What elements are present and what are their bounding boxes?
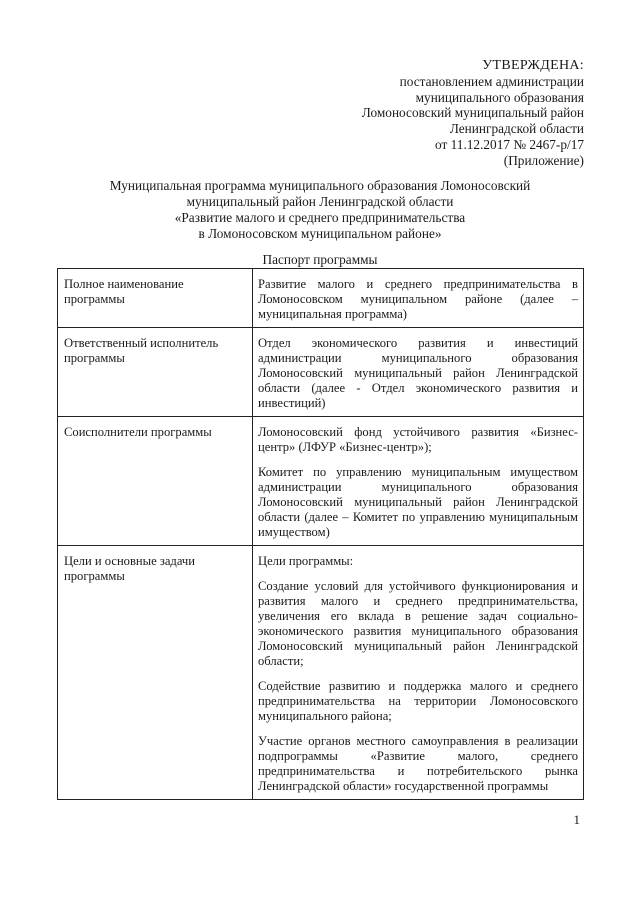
row-value [253, 546, 584, 800]
title-line: в Ломоносовском муниципальном районе» [198, 226, 442, 241]
row-value [253, 269, 584, 328]
row-value [253, 328, 584, 417]
title-line: Муниципальная программа муниципального образования Ломоносовский [109, 178, 531, 193]
approval-block [362, 58, 584, 169]
row-paragraph: Ломоносовский фонд устойчивого развития «Бизнес-центр» (ЛФУР «Бизнес-центр»); [258, 425, 578, 454]
row-label: Полное наименование программы [58, 269, 253, 328]
page-number: 1 [573, 812, 580, 827]
row-paragraph: Отдел экономического развития и инвестиций администрации муниципального образования Ломоносовский муниципальный район Ленинградской области (далее - Отдел экономического развития и инвестиций) [258, 336, 578, 410]
passport-table [57, 268, 584, 800]
approval-line: (Приложение) [503, 152, 584, 168]
row-paragraph: Развитие малого и среднего предпринимательства в Ломоносовском муниципальном районе (далее – муниципальная программа) [258, 277, 578, 321]
approval-line: от 11.12.2017 № 2467-р/17 [435, 136, 584, 152]
table-row [58, 546, 584, 800]
approval-heading: УТВЕРЖДЕНА: [482, 58, 584, 73]
table-row [58, 417, 584, 546]
row-paragraph: Содействие развитию и поддержка малого и среднего предпринимательства на территории Ломоносовского муниципального района; [258, 679, 578, 723]
table-row [58, 269, 584, 328]
row-label: Соисполнители программы [58, 417, 253, 546]
title-line: «Развитие малого и среднего предпринимательства [174, 210, 466, 225]
row-label: Ответственный исполнитель программы [58, 328, 253, 417]
approval-line: Ломоносовский муниципальный район [361, 105, 584, 121]
program-title [0, 178, 640, 242]
approval-line: муниципального образования [415, 89, 584, 105]
row-paragraph: Участие органов местного самоуправления в реализации подпрограммы «Развитие малого, среднего предпринимательства и потребительского рынка Ленинградской области» государственной программы [258, 734, 578, 793]
passport-heading: Паспорт программы [262, 252, 378, 267]
row-paragraph: Создание условий для устойчивого функционирования и развития малого и среднего предпринимательства, увеличения его вклада в решение задач социально-экономического развития муниципального образования Ломоносовский муниципальный район Ленинградской области; [258, 579, 578, 668]
row-value [253, 417, 584, 546]
table-row [58, 328, 584, 417]
approval-line: Ленинградской области [449, 121, 584, 137]
row-label: Цели и основные задачи программы [58, 546, 253, 800]
row-paragraph: Цели программы: [258, 554, 354, 568]
title-line: муниципальный район Ленинградской области [186, 194, 454, 209]
approval-line: постановлением администрации [399, 73, 584, 89]
row-paragraph: Комитет по управлению муниципальным имуществом администрации муниципального образования Ломоносовский муниципальный район Ленинградской области (далее – Комитет по управлению муниципальным имуществом) [258, 465, 578, 539]
